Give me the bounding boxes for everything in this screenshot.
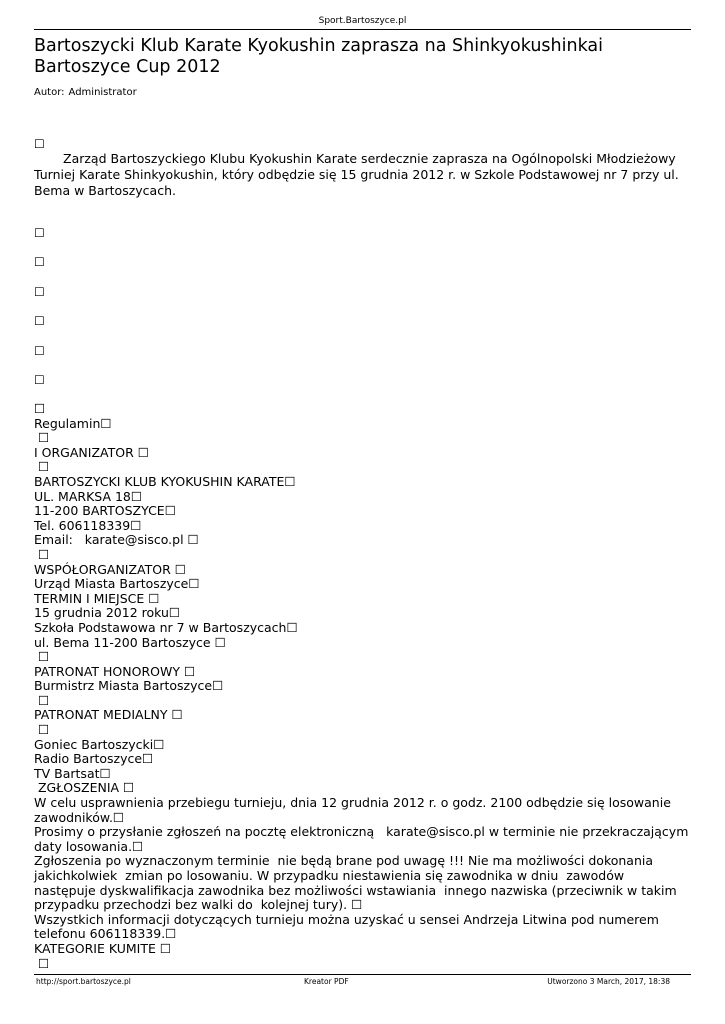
body-line: WSPÓŁORGANIZATOR ☐	[34, 561, 186, 577]
article-title: Bartoszycki Klub Karate Kyokushin zaprasza na Shinkyokushinkai Bartoszyce Cup 2012	[34, 36, 604, 77]
body-line: UL. MARKSA 18☐	[34, 488, 143, 504]
author-label: Autor:	[34, 87, 65, 98]
body-line: ☐	[34, 546, 50, 562]
footer-generator: Kreator PDF	[304, 977, 349, 986]
author-line	[34, 87, 137, 98]
body-line: ☐	[34, 692, 50, 708]
body-line: TERMIN I MIEJSCE ☐	[34, 590, 160, 606]
body-line: ZGŁOSZENIA ☐	[34, 780, 135, 796]
placeholder-glyph: ☐	[34, 255, 45, 269]
body-line: BARTOSZYCKI KLUB KYOKUSHIN KARATE☐	[34, 473, 296, 489]
body-line: ☐	[34, 459, 50, 475]
body-line: KATEGORIE KUMITE ☐	[34, 940, 172, 956]
body-line: Regulamin☐	[34, 415, 112, 431]
body-line: ☐	[34, 649, 50, 665]
placeholder-glyph: ☐	[34, 137, 45, 151]
body-line: Tel. 606118339☐	[34, 517, 142, 533]
body-line: Burmistrz Miasta Bartoszyce☐	[34, 678, 224, 694]
placeholder-glyph: ☐	[34, 344, 45, 358]
body-line: Wszystkich informacji dotyczących turnieju można uzyskać u sensei Andrzeja Litwina pod numerem telefonu 606118339.☐	[34, 911, 663, 942]
body-line: PATRONAT MEDIALNY ☐	[34, 707, 183, 723]
footer-divider	[34, 974, 691, 975]
article-body	[34, 401, 693, 971]
intro-paragraph: Zarząd Bartoszyckiego Klubu Kyokushin Karate serdecznie zaprasza na Ogólnopolski Młodzieżowy Turniej Karate Shinkyokushin, który odbędzie się 15 grudnia 2012 r. w Szkole Podstawowej nr 7 przy ul. Bema w Bartoszycach.	[34, 151, 679, 198]
placeholder-glyph: ☐	[34, 226, 45, 240]
body-line: Urząd Miasta Bartoszyce☐	[34, 576, 200, 592]
footer-created: Utworzono 3 March, 2017, 18:38	[547, 977, 670, 986]
body-line: PATRONAT HONOROWY ☐	[34, 663, 196, 679]
body-line: Zgłoszenia po wyznaczonym terminie nie będą brane pod uwagę !!! Nie ma możliwości dokonania jakichkolwiek zmian po losowaniu. W przypadku niestawienia się zawodnika w dniu zawodów następuje dyskwalifikacja zawodnika bez możliwości wstawiania innego nazwiska (przeciwnik w takim przypadku przechodzi bez walki do kolejnej tury). ☐	[34, 853, 681, 913]
body-line: 11-200 BARTOSZYCE☐	[34, 503, 176, 519]
body-line: I ORGANIZATOR ☐	[34, 444, 149, 460]
body-line: ☐	[34, 401, 46, 416]
placeholder-glyph: ☐	[34, 373, 45, 387]
body-line: Radio Bartoszyce☐	[34, 751, 154, 767]
placeholder-glyph: ☐	[34, 285, 45, 299]
body-line: TV Bartsat☐	[34, 765, 111, 781]
body-line: ☐	[34, 955, 50, 971]
body-line: Prosimy o przysłanie zgłoszeń na pocztę elektroniczną karate@sisco.pl w terminie nie przekraczającym daty losowania.☐	[34, 824, 693, 854]
body-line: Szkoła Podstawowa nr 7 w Bartoszycach☐	[34, 619, 298, 635]
site-header: Sport.Bartoszyce.pl	[318, 16, 407, 26]
body-line: ☐	[34, 722, 50, 738]
author-name: Administrator	[68, 87, 137, 98]
body-line: Email: karate@sisco.pl ☐	[34, 532, 199, 548]
body-line: Goniec Bartoszycki☐	[34, 736, 165, 752]
body-line: ul. Bema 11-200 Bartoszyce ☐	[34, 634, 226, 650]
placeholder-glyph: ☐	[34, 314, 45, 328]
footer-url[interactable]: http://sport.bartoszyce.pl	[36, 977, 131, 986]
body-line: 15 grudnia 2012 roku☐	[34, 605, 181, 621]
header-divider	[34, 29, 691, 30]
body-line: ☐	[34, 430, 50, 446]
body-line: W celu usprawnienia przebiegu turnieju, dnia 12 grudnia 2012 r. o godz. 2100 odbędzie się losowanie zawodników.☐	[34, 795, 675, 825]
